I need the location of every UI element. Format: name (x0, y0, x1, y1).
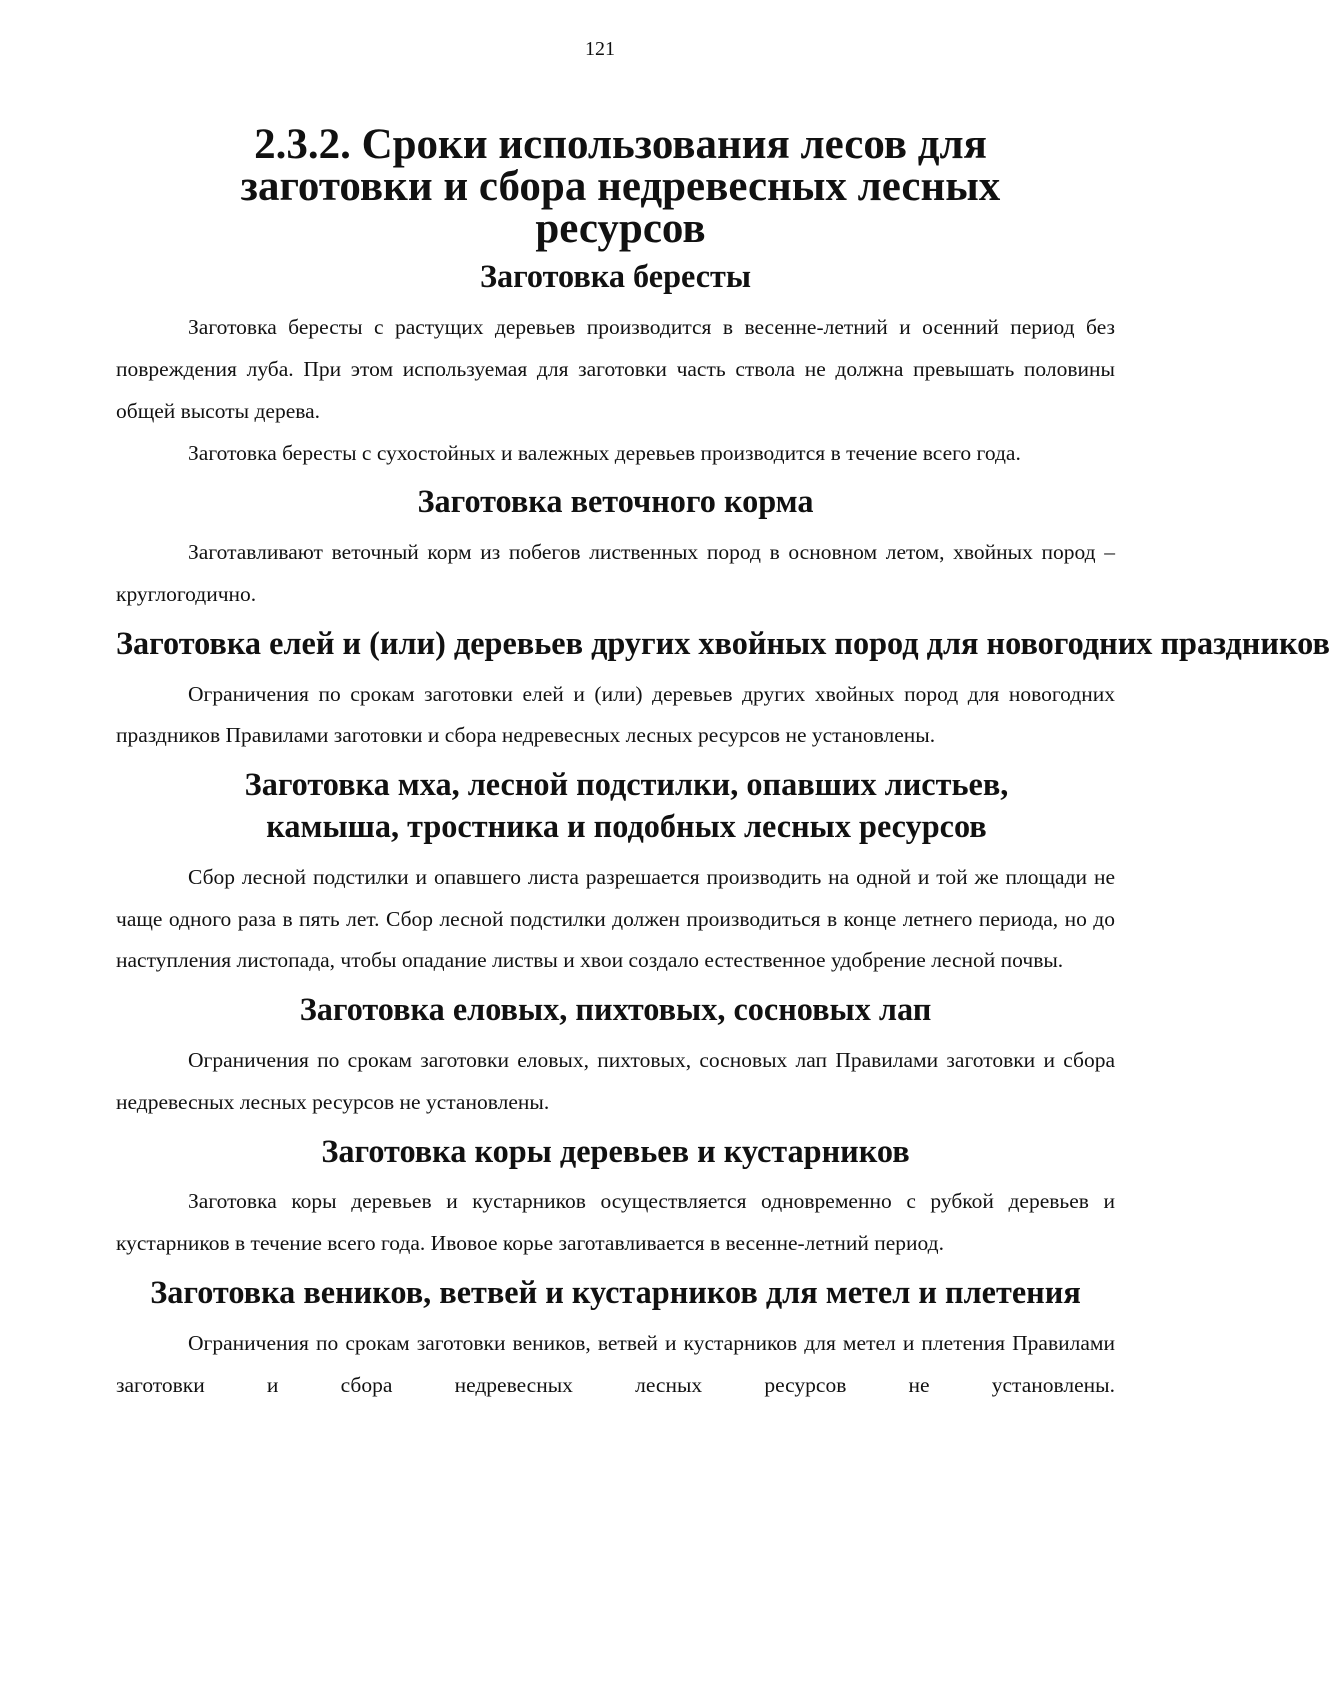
subsection-heading: Заготовка веников, ветвей и кустарников для метел и плетения (150, 1273, 1081, 1310)
page-number: 121 (585, 38, 615, 60)
paragraph: Заготавливают веточный корм из побегов лиственных пород в основном летом, хвойных пород – круглогодично. (116, 540, 1115, 606)
subsection-branch-fodder (116, 481, 1115, 615)
subsection-bark (116, 1131, 1115, 1265)
paragraph: Ограничения по срокам заготовки елей и (или) деревьев других хвойных пород для новогодних праздников Правилами заготовки и сбора недревесных лесных ресурсов не установлены. (116, 681, 1115, 748)
paragraph: Ограничения по срокам заготовки веников, ветвей и кустарников для метел и плетения Правилами заготовки и сбора недревесных лесных ресурсов не установлены. (116, 1330, 1115, 1397)
subsection-heading: Заготовка мха, лесной подстилки, опавших листьев, камыша, тростника и подобных лесных ресурсов (244, 766, 1009, 844)
subsection-heading: Заготовка еловых, пихтовых, сосновых лап (299, 991, 932, 1028)
document-body (116, 121, 1330, 1406)
subsection-brooms-weaving (116, 1272, 1115, 1406)
paragraph: Заготовка коры деревьев и кустарников осуществляется одновременно с рубкой деревьев и кустарников в течение всего года. Ивовое корье заготавливается в весенне-летний период. (116, 1189, 1115, 1256)
subsection-heading: Заготовка бересты (479, 258, 752, 295)
subsection-heading: Заготовка елей и (или) деревьев других хвойных пород для новогодних праздников (116, 624, 1330, 661)
subsection-birch-bark (116, 256, 1115, 474)
subsection-heading: Заготовка коры деревьев и кустарников (321, 1132, 910, 1169)
section-title: 2.3.2. Сроки использования лесов для заготовки и сбора недревесных лесных ресурсов (240, 121, 1001, 252)
subsection-moss-litter (116, 764, 1115, 982)
subsection-conifer-branches (116, 989, 1115, 1123)
paragraph: Ограничения по срокам заготовки еловых, пихтовых, сосновых лап Правилами заготовки и сбора недревесных лесных ресурсов не установлены. (116, 1047, 1115, 1114)
subsection-christmas-trees (116, 623, 1330, 757)
paragraph: Сбор лесной подстилки и опавшего листа разрешается производить на одной и той же площади не чаще одного раза в пять лет. Сбор лесной подстилки должен производиться в конце летнего периода, но до наступления листопада, чтобы опадание листвы и хвои создало естественное удобрение лесной почвы. (116, 864, 1115, 973)
subsection-heading: Заготовка веточного корма (417, 483, 814, 520)
paragraph: Заготовка бересты с растущих деревьев производится в весенне-летний и осенний период без повреждения луба. При этом используемая для заготовки часть ствола не должна превышать половины общей высоты дерева. (116, 315, 1115, 423)
paragraph: Заготовка бересты с сухостойных и валежных деревьев производится в течение всего года. (188, 440, 1021, 465)
